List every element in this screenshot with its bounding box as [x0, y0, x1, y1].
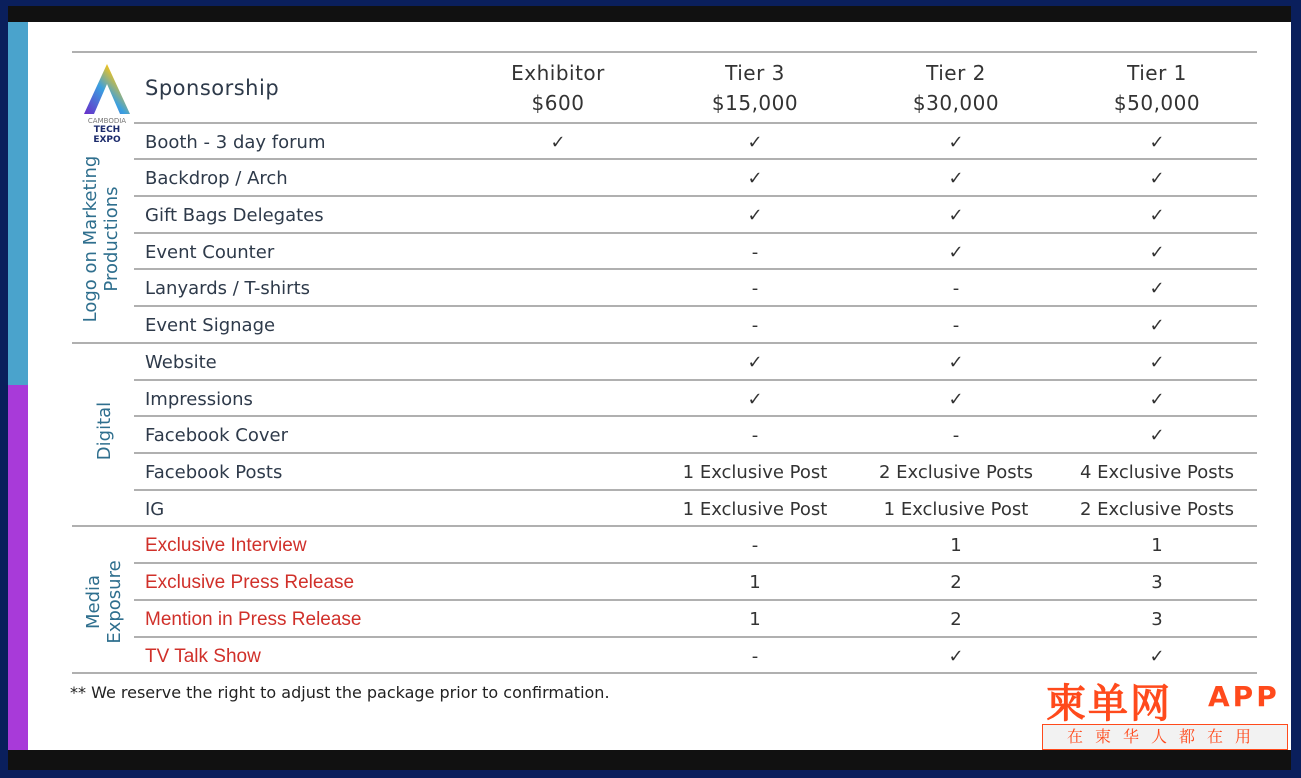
cell-tier3: 1 Exclusive Post [682, 499, 828, 520]
tier-price: $600 [531, 91, 585, 115]
cell-tier2: ✓ [948, 389, 964, 410]
cell-tier1: 4 Exclusive Posts [1079, 462, 1235, 483]
tier-name: Exhibitor [511, 61, 605, 85]
row-label: Backdrop / Arch [145, 168, 288, 189]
group-label-digital: Digital [94, 401, 115, 461]
cell-tier1: ✓ [1149, 205, 1165, 226]
row-rule [134, 232, 1257, 234]
app-watermark [1040, 672, 1290, 752]
cell-tier2: 1 [950, 535, 962, 556]
row-rule [134, 415, 1257, 417]
row-label: Facebook Cover [145, 425, 289, 446]
cell-tier2: 2 Exclusive Posts [878, 462, 1034, 483]
cell-tier3: ✓ [747, 205, 763, 226]
cell-tier2: 2 [950, 609, 962, 630]
row-label: Mention in Press Release [145, 609, 362, 630]
cell-tier2: ✓ [948, 168, 964, 189]
cell-tier1: ✓ [1149, 168, 1165, 189]
row-label: Impressions [145, 389, 253, 410]
tier-name: Tier 2 [926, 61, 986, 85]
row-label: Facebook Posts [145, 462, 283, 483]
row-rule [134, 195, 1257, 197]
cell-tier1: ✓ [1149, 242, 1165, 263]
cell-tier2: - [952, 315, 960, 336]
cell-exhibitor: ✓ [550, 132, 566, 153]
cell-tier3: - [751, 646, 759, 667]
group-rule [72, 342, 1257, 344]
tier-header-tier1 [1077, 58, 1237, 118]
group-label-media: Media Exposure [83, 560, 125, 644]
row-rule [134, 305, 1257, 307]
cell-tier2: - [952, 278, 960, 299]
watermark-brand: 柬单网 [1046, 681, 1172, 727]
cell-tier3: ✓ [747, 132, 763, 153]
row-label: IG [145, 499, 165, 520]
group-rule [72, 525, 1257, 527]
cell-tier1: ✓ [1149, 646, 1165, 667]
row-rule [134, 489, 1257, 491]
sponsorship-slide [8, 22, 1291, 750]
cell-tier3: 1 [749, 572, 761, 593]
row-rule [134, 379, 1257, 381]
cell-tier1: 3 [1151, 572, 1163, 593]
cell-tier3: 1 Exclusive Post [682, 462, 828, 483]
cell-tier2: ✓ [948, 242, 964, 263]
cell-tier3: ✓ [747, 389, 763, 410]
tier-header-tier3 [675, 58, 835, 118]
watermark-app: APP [1208, 680, 1280, 713]
row-label: Exclusive Press Release [145, 572, 355, 593]
row-rule [134, 562, 1257, 564]
tier-price: $30,000 [912, 91, 1000, 115]
group-label-marketing: Logo on Marketing Productions [80, 155, 122, 323]
row-label: Lanyards / T-shirts [145, 278, 311, 299]
cell-tier3: - [751, 315, 759, 336]
row-label: Website [145, 352, 217, 373]
cell-tier2: ✓ [948, 352, 964, 373]
header-rule [134, 122, 1257, 124]
cell-tier1: ✓ [1149, 132, 1165, 153]
accent-strip-blue [8, 22, 28, 385]
tier-name: Tier 1 [1127, 61, 1187, 85]
bottom-letterbox-bar [8, 750, 1291, 770]
cell-tier1: 2 Exclusive Posts [1079, 499, 1235, 520]
cell-tier3: - [751, 425, 759, 446]
cell-tier2: - [952, 425, 960, 446]
cell-tier2: ✓ [948, 646, 964, 667]
row-rule [134, 268, 1257, 270]
row-label: Booth - 3 day forum [145, 132, 326, 153]
cell-tier1: ✓ [1149, 425, 1165, 446]
row-rule [134, 158, 1257, 160]
table-top-rule [72, 51, 1257, 53]
tier-price: $50,000 [1113, 91, 1201, 115]
tier-header-exhibitor [478, 58, 638, 118]
watermark-tagline: 在柬华人都在用 [1042, 724, 1288, 750]
top-letterbox-bar [8, 6, 1291, 22]
cell-tier1: 3 [1151, 609, 1163, 630]
cell-tier1: ✓ [1149, 352, 1165, 373]
cell-tier3: - [751, 535, 759, 556]
row-label: TV Talk Show [145, 646, 261, 667]
sponsorship-header: Sponsorship [145, 76, 280, 100]
row-label: Exclusive Interview [145, 535, 307, 556]
disclaimer-footnote: ** We reserve the right to adjust the package prior to confirmation. [70, 683, 610, 702]
row-rule [134, 599, 1257, 601]
row-rule [134, 636, 1257, 638]
cell-tier3: 1 [749, 609, 761, 630]
cell-tier1: ✓ [1149, 389, 1165, 410]
accent-strip-purple [8, 385, 28, 750]
tier-header-tier2 [876, 58, 1036, 118]
cell-tier2: 1 Exclusive Post [883, 499, 1029, 520]
logo-text-line2: TECH EXPO [93, 125, 121, 145]
cell-tier3: - [751, 278, 759, 299]
row-label: Event Signage [145, 315, 276, 336]
tier-price: $15,000 [711, 91, 799, 115]
cell-tier2: ✓ [948, 132, 964, 153]
tier-name: Tier 3 [725, 61, 785, 85]
cell-tier1: 1 [1151, 535, 1163, 556]
row-rule [134, 452, 1257, 454]
cell-tier2: ✓ [948, 205, 964, 226]
row-label: Event Counter [145, 242, 275, 263]
cambodia-tech-expo-logo [80, 62, 134, 145]
cell-tier3: ✓ [747, 168, 763, 189]
cell-tier1: ✓ [1149, 278, 1165, 299]
cell-tier2: 2 [950, 572, 962, 593]
cell-tier1: ✓ [1149, 315, 1165, 336]
cell-tier3: ✓ [747, 352, 763, 373]
logo-text-line1: CAMBODIA [87, 117, 127, 125]
cell-tier3: - [751, 242, 759, 263]
row-label: Gift Bags Delegates [145, 205, 324, 226]
